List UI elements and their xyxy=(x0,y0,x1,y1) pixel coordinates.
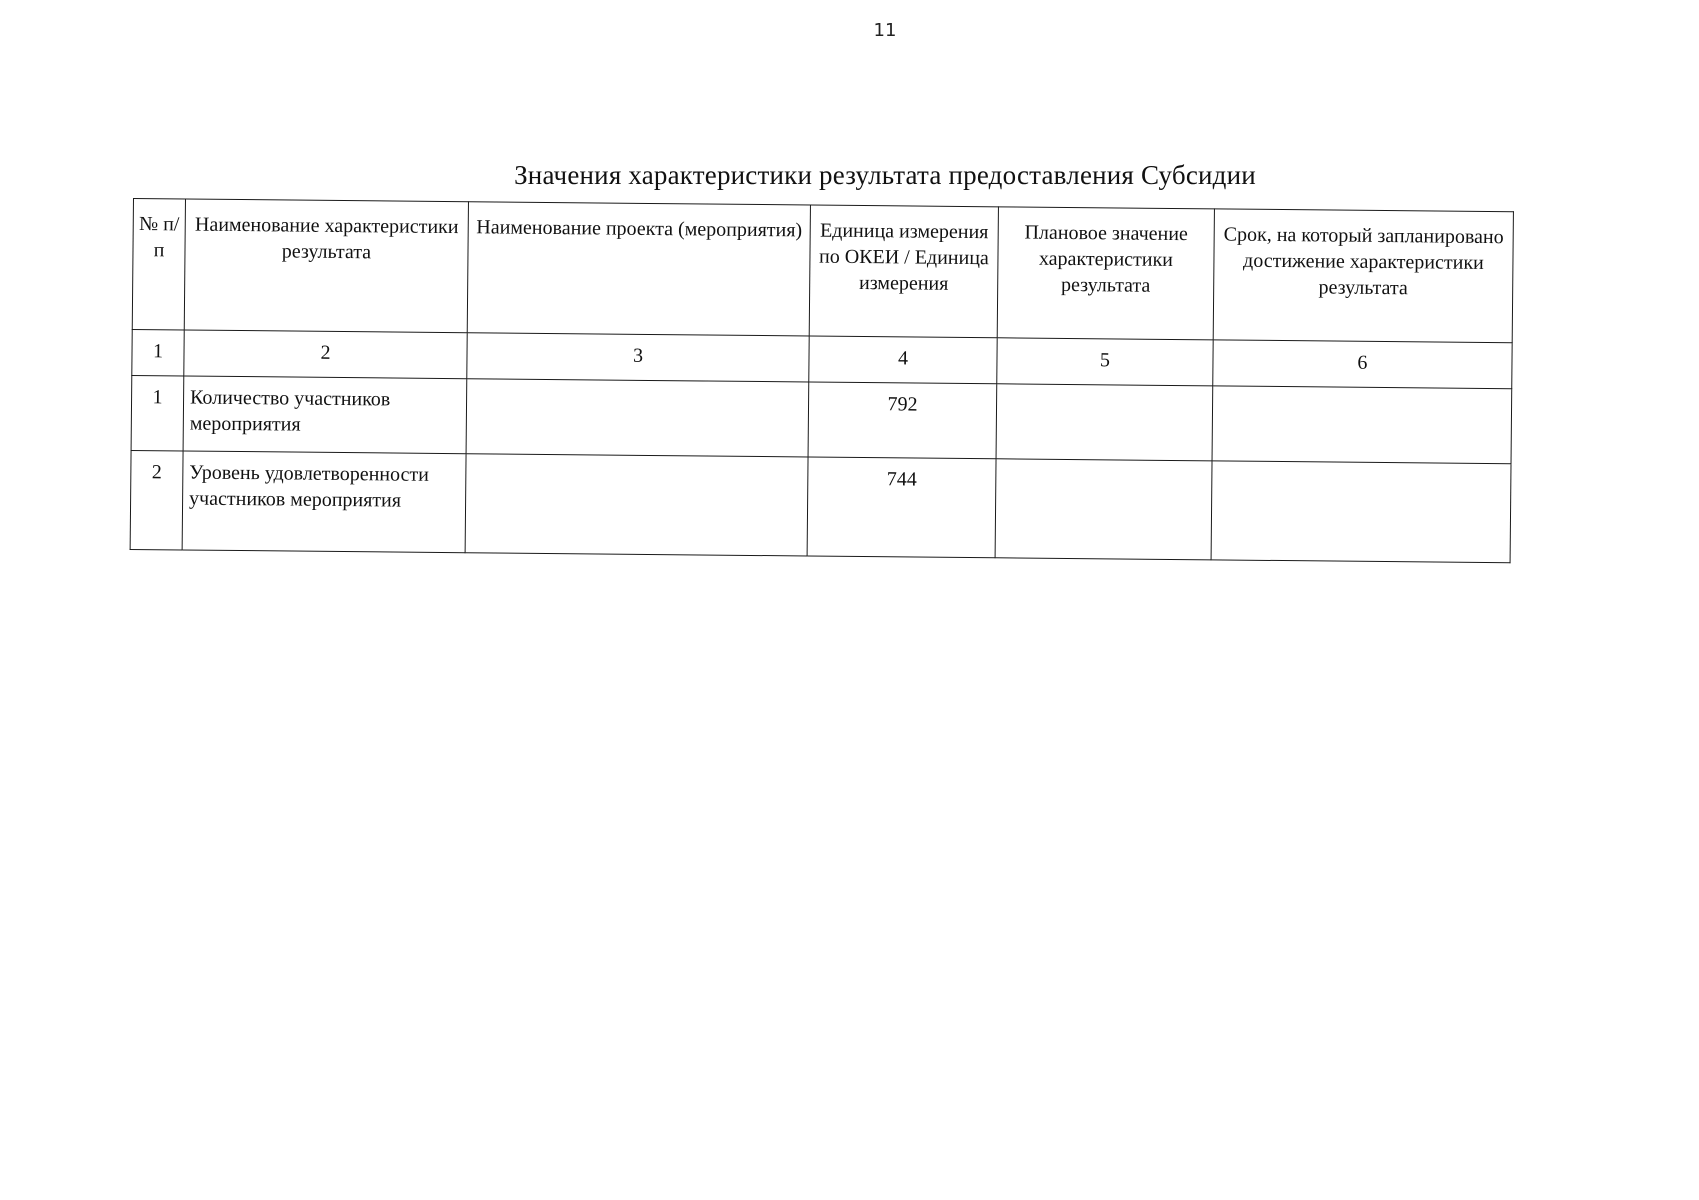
table-cell-unit: 792 xyxy=(808,382,997,459)
column-number-cell: 4 xyxy=(809,336,997,384)
header-cell-unit: Единица измерения по ОКЕИ / Единица измерения xyxy=(809,205,998,338)
results-table-container xyxy=(130,198,1513,563)
table-cell-characteristic-name: Уровень удовлетворенности участников мероприятия xyxy=(182,451,466,553)
table-cell-number: 2 xyxy=(130,450,183,549)
table-cell-planned-value xyxy=(996,384,1213,461)
table-cell-number: 1 xyxy=(131,375,184,450)
table-row xyxy=(130,450,1511,562)
header-cell-planned-value: Плановое значение характеристики результата xyxy=(997,207,1214,340)
table-header-row xyxy=(132,199,1513,343)
column-number-cell: 1 xyxy=(132,329,184,375)
table-cell-deadline xyxy=(1212,386,1512,464)
table-cell-planned-value xyxy=(995,459,1212,560)
page-number: 11 xyxy=(873,20,897,41)
table-cell-project-name xyxy=(465,454,808,556)
column-number-cell: 3 xyxy=(467,333,809,382)
table-cell-characteristic-name: Количество участников мероприятия xyxy=(183,376,467,454)
header-cell-number: № п/п xyxy=(132,199,185,330)
table-cell-unit: 744 xyxy=(807,457,996,558)
document-title: Значения характеристики результата предоставления Субсидии xyxy=(514,160,1256,190)
table-row xyxy=(131,375,1512,463)
table-cell-project-name xyxy=(466,379,809,457)
column-number-cell: 5 xyxy=(997,338,1213,386)
header-cell-characteristic-name: Наименование характеристики результата xyxy=(184,199,468,333)
results-table xyxy=(130,198,1514,563)
header-cell-deadline: Срок, на который запланировано достижение характеристики результата xyxy=(1213,209,1513,343)
column-number-cell: 6 xyxy=(1213,340,1512,389)
table-cell-deadline xyxy=(1211,461,1511,563)
header-cell-project-name: Наименование проекта (мероприятия) xyxy=(467,202,810,336)
column-number-cell: 2 xyxy=(184,330,467,379)
